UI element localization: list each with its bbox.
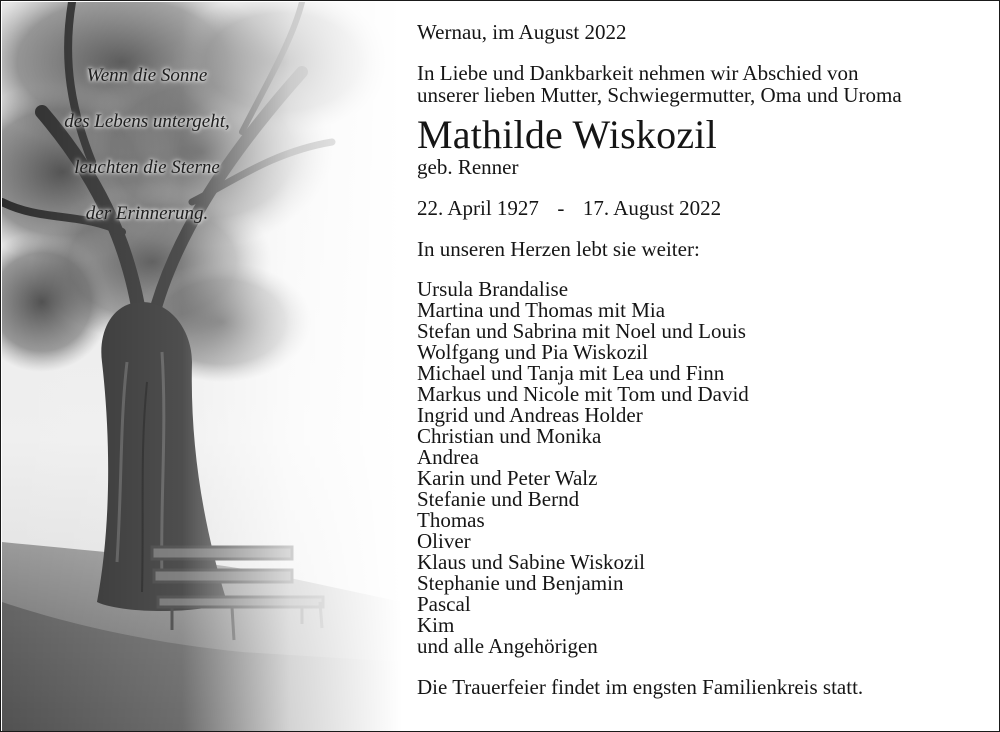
mourner-entry: und alle Angehörigen xyxy=(417,634,598,658)
mourner-entry: Martina und Thomas mit Mia xyxy=(417,298,666,322)
mourner-entry: Christian und Monika xyxy=(417,424,602,448)
date-separator: - xyxy=(557,196,565,220)
closing-line: In unseren Herzen lebt sie weiter: xyxy=(417,237,700,261)
deceased-name: Mathilde Wiskozil xyxy=(417,112,717,157)
mourner-entry: Andrea xyxy=(417,445,479,469)
birth-name: geb. Renner xyxy=(417,155,519,179)
mourner-entry: Oliver xyxy=(417,529,471,553)
birth-date: 22. April 1927 xyxy=(417,196,539,220)
mourner-entry: Markus und Nicole mit Tom und David xyxy=(417,382,749,406)
intro-text xyxy=(417,62,987,106)
intro-line: unserer lieben Mutter, Schwiegermutter, Oma und Uroma xyxy=(417,83,902,107)
mourner-entry: Wolfgang und Pia Wiskozil xyxy=(417,340,648,364)
intro-line: In Liebe und Dankbarkeit nehmen wir Abschied von xyxy=(417,61,859,85)
quote-line: der Erinnerung. xyxy=(85,203,209,224)
quote-line: leuchten die Sterne xyxy=(74,157,220,178)
mourners-list xyxy=(417,279,987,657)
mourner-entry: Klaus und Sabine Wiskozil xyxy=(417,550,645,574)
life-dates xyxy=(417,197,987,219)
mourner-entry: Ingrid und Andreas Holder xyxy=(417,403,643,427)
quote-line: Wenn die Sonne xyxy=(86,65,208,86)
mourner-entry: Stefanie und Bernd xyxy=(417,487,580,511)
mourner-entry: Stephanie und Benjamin xyxy=(417,571,624,595)
quote-line: des Lebens untergeht, xyxy=(64,111,230,132)
mourner-entry: Kim xyxy=(417,613,455,637)
mourner-entry: Pascal xyxy=(417,592,471,616)
place-date: Wernau, im August 2022 xyxy=(417,20,627,44)
mourner-entry: Ursula Brandalise xyxy=(417,277,569,301)
memorial-quote xyxy=(2,60,292,244)
notice-text xyxy=(417,21,987,698)
funeral-note: Die Trauerfeier findet im engsten Familienkreis statt. xyxy=(417,675,864,699)
mourner-entry: Karin und Peter Walz xyxy=(417,466,598,490)
mourner-entry: Thomas xyxy=(417,508,485,532)
mourner-entry: Michael und Tanja mit Lea und Finn xyxy=(417,361,725,385)
death-date: 17. August 2022 xyxy=(582,196,722,220)
mourner-entry: Stefan und Sabrina mit Noel und Louis xyxy=(417,319,746,343)
tree-bench-photo xyxy=(2,2,402,731)
